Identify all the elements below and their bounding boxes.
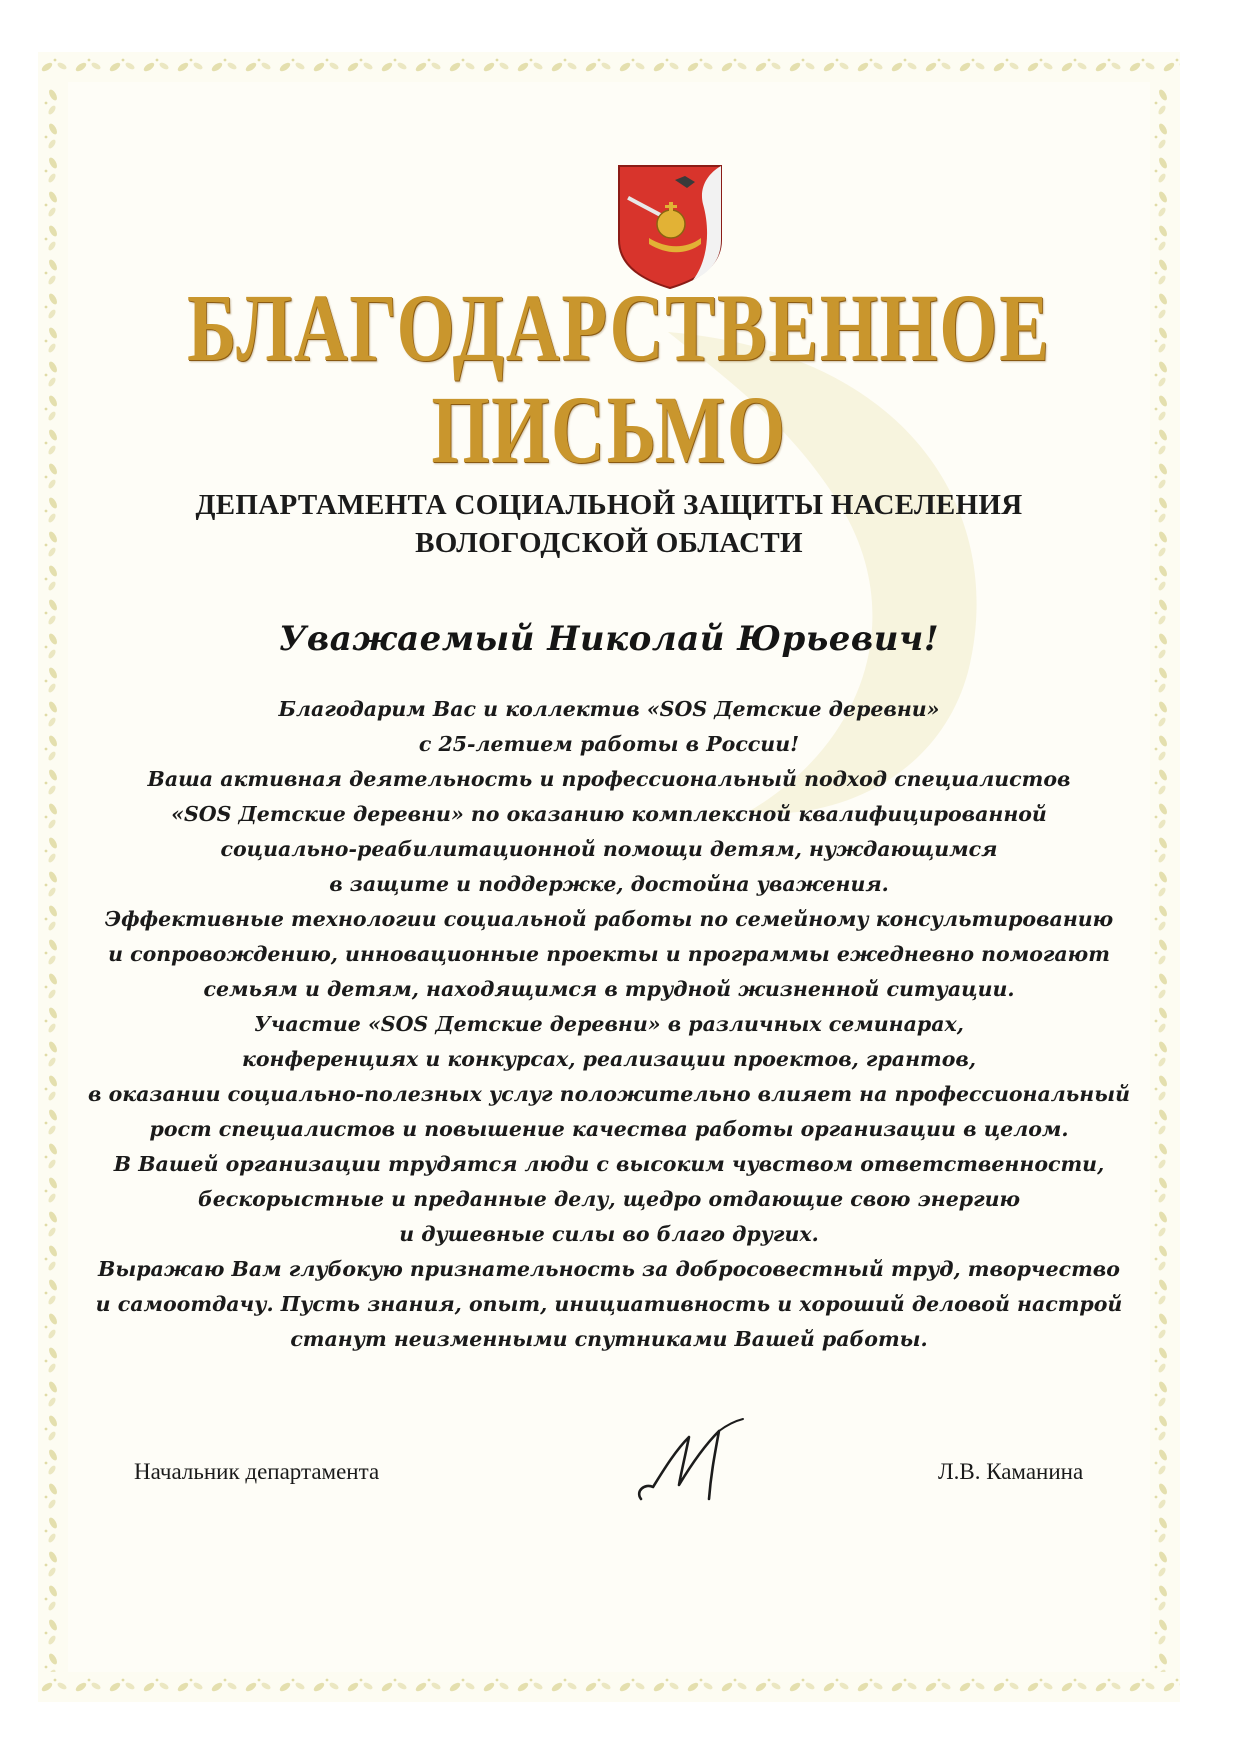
body-line: с 25-летием работы в России! bbox=[418, 732, 800, 756]
greeting: Уважаемый Николай Юрьевич! bbox=[278, 619, 940, 659]
body-line: В Вашей организации трудятся люди с высоким чувством ответственности, bbox=[113, 1152, 1105, 1176]
body-line: Выражаю Вам глубокую признательность за добросовестный труд, творчество bbox=[98, 1257, 1120, 1281]
letter-heading-line2: ПИСЬМО bbox=[431, 376, 787, 483]
handwritten-signature-icon bbox=[623, 1407, 773, 1517]
body-line: и сопровождению, инновационные проекты и программы ежедневно помогают bbox=[108, 942, 1110, 966]
body-line: в защите и поддержке, достойна уважения. bbox=[329, 872, 889, 896]
department-name-line2: ВОЛОГОДСКОЙ ОБЛАСТИ bbox=[415, 527, 803, 559]
body-line: и самоотдачу. Пусть знания, опыт, инициативность и хороший деловой настрой bbox=[95, 1292, 1123, 1316]
letter-heading-line1: БЛАГОДАРСТВЕННОЕ bbox=[187, 274, 1051, 381]
body-line: и душевные силы во благо других. bbox=[399, 1222, 819, 1246]
letter-content bbox=[68, 82, 1150, 1672]
body-line: семьям и детям, находящимся в трудной жизненной ситуации. bbox=[203, 977, 1015, 1001]
body-line: Участие «SOS Детские деревни» в различных семинарах, bbox=[254, 1012, 964, 1036]
vologda-coat-of-arms-icon bbox=[615, 162, 725, 290]
body-line: Ваша активная деятельность и профессиональный подход специалистов bbox=[147, 767, 1071, 791]
signatory-title: Начальник департамента bbox=[134, 1459, 380, 1484]
department-name-line1: ДЕПАРТАМЕНТА СОЦИАЛЬНОЙ ЗАЩИТЫ НАСЕЛЕНИЯ bbox=[195, 489, 1023, 521]
decorative-frame bbox=[38, 52, 1180, 1702]
body-line: бескорыстные и преданные делу, щедро отдающие свою энергию bbox=[197, 1187, 1021, 1211]
body-line: «SOS Детские деревни» по оказанию комплексной квалифицированной bbox=[171, 802, 1047, 826]
body-line: Благодарим Вас и коллектив «SOS Детские деревни» bbox=[278, 697, 940, 721]
signatory-name: Л.В. Каманина bbox=[938, 1459, 1084, 1484]
body-line: Эффективные технологии социальной работы по семейному консультированию bbox=[104, 907, 1114, 931]
body-line: станут неизменными спутниками Вашей работы. bbox=[290, 1327, 928, 1351]
body-line: социально-реабилитационной помощи детям, нуждающимся bbox=[220, 837, 998, 861]
body-line: в оказании социально-полезных услуг положительно влияет на профессиональный bbox=[87, 1082, 1131, 1106]
body-line: конференциях и конкурсах, реализации проектов, грантов, bbox=[242, 1047, 976, 1071]
letter-body bbox=[68, 692, 1150, 1357]
body-line: рост специалистов и повышение качества работы организации в целом. bbox=[149, 1117, 1069, 1141]
